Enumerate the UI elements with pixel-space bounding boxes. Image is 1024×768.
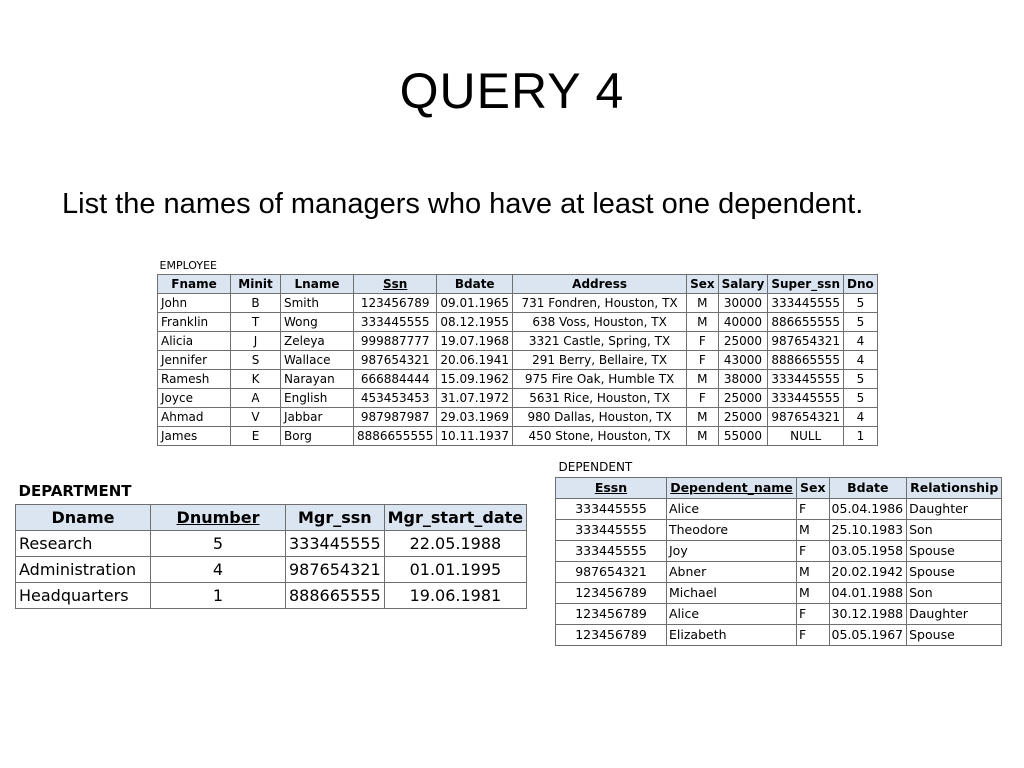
table-cell: 450 Stone, Houston, TX — [513, 427, 687, 446]
table-cell: 638 Voss, Houston, TX — [513, 313, 687, 332]
table-cell: Son — [907, 583, 1002, 604]
table-cell: Spouse — [907, 541, 1002, 562]
department-table-image — [15, 478, 527, 609]
table-cell: 333445555 — [768, 370, 844, 389]
table-cell: Smith — [281, 294, 354, 313]
table-cell: 08.12.1955 — [437, 313, 513, 332]
column-header: Mgr_start_date — [384, 505, 527, 531]
table-cell: 888665555 — [768, 351, 844, 370]
table-row — [556, 541, 1002, 562]
table-row — [158, 389, 878, 408]
employee-header-row — [158, 275, 878, 294]
table-cell: Ahmad — [158, 408, 231, 427]
table-row — [556, 583, 1002, 604]
dependent-header-row — [556, 478, 1002, 499]
table-cell: Joyce — [158, 389, 231, 408]
table-cell: Alice — [667, 604, 797, 625]
table-cell: F — [797, 625, 830, 646]
table-cell: 123456789 — [556, 625, 667, 646]
table-cell: 43000 — [718, 351, 768, 370]
table-cell: F — [687, 351, 719, 370]
table-cell: V — [231, 408, 281, 427]
table-cell: 30000 — [718, 294, 768, 313]
table-cell: 25000 — [718, 389, 768, 408]
slide-title: QUERY 4 — [399, 63, 625, 119]
table-row — [556, 625, 1002, 646]
table-cell: Abner — [667, 562, 797, 583]
table-cell: Jabbar — [281, 408, 354, 427]
table-cell: James — [158, 427, 231, 446]
table-row — [158, 351, 878, 370]
table-cell: 09.01.1965 — [437, 294, 513, 313]
table-cell: 25000 — [718, 408, 768, 427]
table-cell: 05.04.1986 — [829, 499, 907, 520]
table-cell: NULL — [768, 427, 844, 446]
column-header: Lname — [281, 275, 354, 294]
table-cell: 987654321 — [768, 408, 844, 427]
table-cell: M — [687, 370, 719, 389]
table-row — [16, 531, 527, 557]
column-header: Dnumber — [151, 505, 286, 531]
table-cell: Franklin — [158, 313, 231, 332]
table-cell: 980 Dallas, Houston, TX — [513, 408, 687, 427]
table-cell: 4 — [844, 332, 878, 351]
table-cell: Spouse — [907, 562, 1002, 583]
table-row — [556, 520, 1002, 541]
table-cell: M — [797, 520, 830, 541]
table-cell: 5 — [844, 370, 878, 389]
employee-table-image — [157, 257, 878, 446]
table-cell: M — [687, 294, 719, 313]
table-row — [16, 557, 527, 583]
table-cell: 29.03.1969 — [437, 408, 513, 427]
table-cell: Narayan — [281, 370, 354, 389]
table-cell: F — [797, 604, 830, 625]
table-row — [158, 332, 878, 351]
table-cell: 333445555 — [768, 389, 844, 408]
table-cell: 3321 Castle, Spring, TX — [513, 332, 687, 351]
table-cell: 886655555 — [768, 313, 844, 332]
table-cell: 123456789 — [354, 294, 437, 313]
column-header: Sex — [687, 275, 719, 294]
table-cell: 666884444 — [354, 370, 437, 389]
table-cell: 5 — [844, 389, 878, 408]
table-cell: 20.06.1941 — [437, 351, 513, 370]
table-cell: Borg — [281, 427, 354, 446]
table-cell: F — [687, 332, 719, 351]
table-cell: M — [797, 562, 830, 583]
table-cell: 123456789 — [556, 583, 667, 604]
table-cell: Wong — [281, 313, 354, 332]
table-cell: E — [231, 427, 281, 446]
column-header: Bdate — [829, 478, 907, 499]
table-cell: 987654321 — [286, 557, 385, 583]
table-cell: 04.01.1988 — [829, 583, 907, 604]
table-cell: 20.02.1942 — [829, 562, 907, 583]
column-header: Relationship — [907, 478, 1002, 499]
table-cell: 4 — [844, 351, 878, 370]
column-header: Dname — [16, 505, 151, 531]
table-cell: John — [158, 294, 231, 313]
table-cell: B — [231, 294, 281, 313]
table-cell: 1 — [844, 427, 878, 446]
table-cell: Wallace — [281, 351, 354, 370]
table-cell: M — [687, 313, 719, 332]
table-cell: 453453453 — [354, 389, 437, 408]
table-row — [16, 583, 527, 609]
table-cell: 731 Fondren, Houston, TX — [513, 294, 687, 313]
dependent-table-image — [555, 457, 1002, 646]
table-cell: Theodore — [667, 520, 797, 541]
dependent-table — [555, 457, 1002, 646]
table-cell: Son — [907, 520, 1002, 541]
department-header-row — [16, 505, 527, 531]
table-cell: F — [687, 389, 719, 408]
slide-body-text: List the names of managers who have at least one dependent. — [62, 188, 864, 220]
table-cell: 333445555 — [556, 520, 667, 541]
table-cell: 987987987 — [354, 408, 437, 427]
table-cell: Jennifer — [158, 351, 231, 370]
department-table — [15, 478, 527, 609]
table-cell: M — [797, 583, 830, 604]
table-cell: 333445555 — [286, 531, 385, 557]
table-cell: F — [797, 499, 830, 520]
table-cell: T — [231, 313, 281, 332]
table-row — [556, 562, 1002, 583]
table-cell: 4 — [151, 557, 286, 583]
dependent-caption: DEPENDENT — [558, 460, 633, 474]
table-cell: 1 — [151, 583, 286, 609]
table-cell: 31.07.1972 — [437, 389, 513, 408]
table-cell: 25.10.1983 — [829, 520, 907, 541]
column-header: Essn — [556, 478, 667, 499]
column-header: Address — [513, 275, 687, 294]
table-cell: 333445555 — [354, 313, 437, 332]
table-cell: 987654321 — [556, 562, 667, 583]
column-header: Fname — [158, 275, 231, 294]
table-cell: 291 Berry, Bellaire, TX — [513, 351, 687, 370]
column-header: Salary — [718, 275, 768, 294]
table-cell: 19.07.1968 — [437, 332, 513, 351]
table-cell: 4 — [844, 408, 878, 427]
column-header: Super_ssn — [768, 275, 844, 294]
table-cell: 15.09.1962 — [437, 370, 513, 389]
table-cell: 5631 Rice, Houston, TX — [513, 389, 687, 408]
table-cell: S — [231, 351, 281, 370]
table-cell: 05.05.1967 — [829, 625, 907, 646]
table-cell: Alicia — [158, 332, 231, 351]
table-cell: A — [231, 389, 281, 408]
table-cell: Alice — [667, 499, 797, 520]
table-row — [556, 499, 1002, 520]
table-row — [556, 604, 1002, 625]
table-cell: 123456789 — [556, 604, 667, 625]
table-cell: Elizabeth — [667, 625, 797, 646]
table-cell: Daughter — [907, 499, 1002, 520]
table-cell: Daughter — [907, 604, 1002, 625]
table-cell: 333445555 — [556, 499, 667, 520]
table-cell: Ramesh — [158, 370, 231, 389]
table-cell: 19.06.1981 — [384, 583, 527, 609]
column-header: Dno — [844, 275, 878, 294]
table-cell: 55000 — [718, 427, 768, 446]
table-cell: K — [231, 370, 281, 389]
department-caption: DEPARTMENT — [18, 481, 132, 500]
table-cell: Zeleya — [281, 332, 354, 351]
employee-caption: EMPLOYEE — [159, 259, 217, 272]
table-cell: 333445555 — [768, 294, 844, 313]
table-cell: English — [281, 389, 354, 408]
table-cell: 10.11.1937 — [437, 427, 513, 446]
table-cell: Joy — [667, 541, 797, 562]
table-cell: Spouse — [907, 625, 1002, 646]
column-header: Dependent_name — [667, 478, 797, 499]
column-header: Mgr_ssn — [286, 505, 385, 531]
table-cell: 333445555 — [556, 541, 667, 562]
column-header: Sex — [797, 478, 830, 499]
table-cell: 30.12.1988 — [829, 604, 907, 625]
table-cell: 987654321 — [768, 332, 844, 351]
table-cell: 5 — [844, 313, 878, 332]
table-cell: 25000 — [718, 332, 768, 351]
column-header: Bdate — [437, 275, 513, 294]
column-header: Minit — [231, 275, 281, 294]
table-row — [158, 313, 878, 332]
table-cell: 8886655555 — [354, 427, 437, 446]
table-cell: J — [231, 332, 281, 351]
table-cell: M — [687, 408, 719, 427]
table-cell: Research — [16, 531, 151, 557]
table-cell: Administration — [16, 557, 151, 583]
table-cell: 975 Fire Oak, Humble TX — [513, 370, 687, 389]
table-cell: Headquarters — [16, 583, 151, 609]
table-cell: 987654321 — [354, 351, 437, 370]
table-row — [158, 427, 878, 446]
table-cell: Michael — [667, 583, 797, 604]
table-cell: 888665555 — [286, 583, 385, 609]
table-cell: F — [797, 541, 830, 562]
table-cell: 38000 — [718, 370, 768, 389]
table-cell: M — [687, 427, 719, 446]
table-cell: 5 — [844, 294, 878, 313]
table-row — [158, 294, 878, 313]
table-cell: 01.01.1995 — [384, 557, 527, 583]
table-cell: 22.05.1988 — [384, 531, 527, 557]
table-row — [158, 408, 878, 427]
table-row — [158, 370, 878, 389]
table-cell: 40000 — [718, 313, 768, 332]
table-cell: 999887777 — [354, 332, 437, 351]
table-cell: 03.05.1958 — [829, 541, 907, 562]
column-header: Ssn — [354, 275, 437, 294]
table-cell: 5 — [151, 531, 286, 557]
employee-table — [157, 257, 878, 446]
